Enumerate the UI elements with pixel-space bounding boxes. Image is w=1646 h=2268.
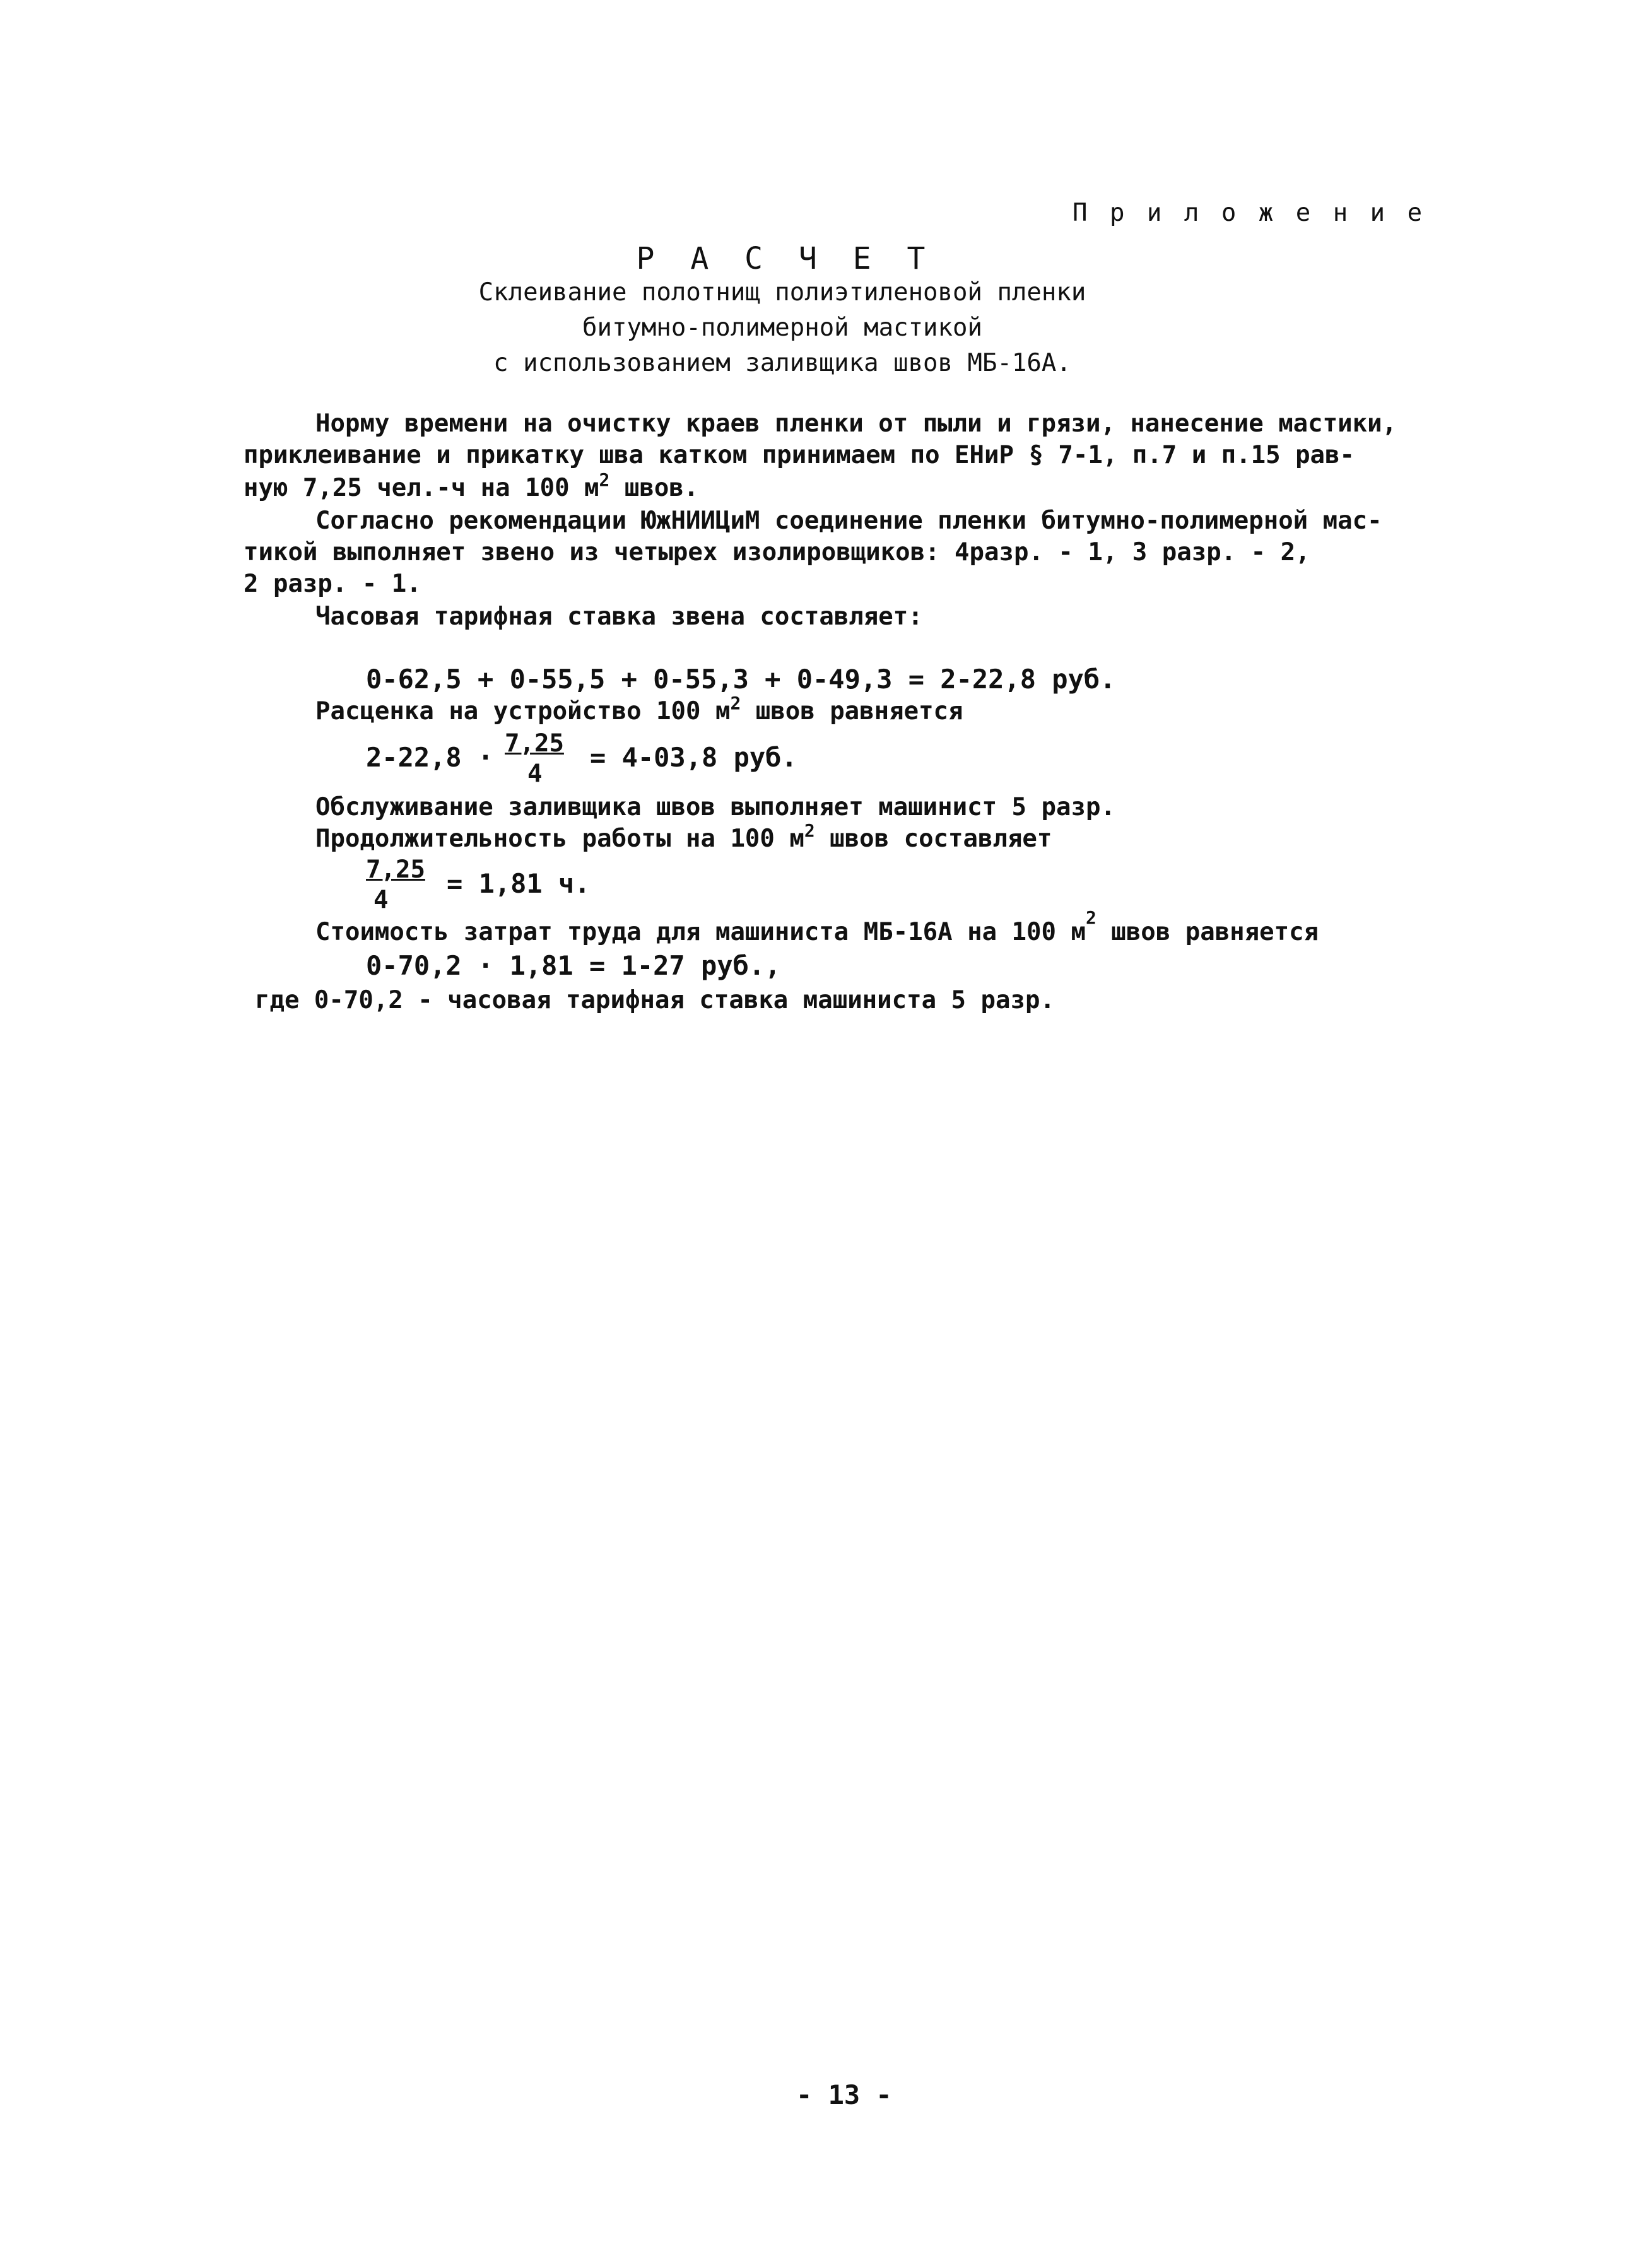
rate-line: [315, 693, 963, 726]
superscript: 2: [804, 820, 815, 841]
rate-line-text: Расценка на устройство 100 м: [315, 697, 731, 726]
paragraph-1-line-1: Норму времени на очистку краев пленки от пыли и грязи, нанесение мастики,: [315, 409, 1397, 438]
subtitle-line-3: с использованием заливщика швов МБ-16А.: [493, 349, 1071, 377]
cost-line-end: швов равняется: [1096, 918, 1319, 946]
document-title: Р А С Ч Е Т: [636, 241, 934, 276]
fraction-denominator: 4: [527, 760, 543, 788]
paragraph-2-line-3: 2 разр. - 1.: [244, 570, 421, 598]
formula-hourly-rate: 0-62,5 + 0-55,5 + 0-55,3 + 0-49,3 = 2-22,8 руб.: [366, 664, 1116, 695]
paragraph-2-line-1: Согласно рекомендации ЮжНИИЦиМ соединение пленки битумно-полимерной мас-: [315, 507, 1382, 535]
duration-line: [315, 820, 1052, 853]
footnote: где 0-70,2 - часовая тарифная ставка машиниста 5 разр.: [255, 986, 1055, 1014]
paragraph-2-line-2: тикой выполняет звено из четырех изолировщиков: 4разр. - 1, 3 разр. - 2,: [244, 538, 1310, 567]
superscript: 2: [730, 693, 741, 714]
formula-2-right: = 4-03,8 руб.: [590, 742, 797, 773]
paragraph-1-line-2: приклеивание и прикатку шва катком принимаем по ЕНиР § 7-1, п.7 и п.15 рав-: [244, 441, 1355, 469]
paragraph-1-line-3: [244, 469, 699, 502]
fraction-numerator: 7,25: [366, 855, 425, 884]
paragraph-3: Часовая тарифная ставка звена составляет:: [315, 602, 923, 631]
subtitle-line-1: Склеивание полотнищ полиэтиленовой пленки: [478, 278, 1086, 307]
formula-2-left: 2-22,8 ·: [366, 742, 494, 773]
paragraph-4: Обслуживание заливщика швов выполняет машинист 5 разр.: [315, 793, 1115, 821]
formula-machinist-cost: 0-70,2 · 1,81 = 1-27 руб.,: [366, 950, 781, 981]
superscript: 2: [1085, 907, 1096, 928]
formula-3-right: = 1,81 ч.: [447, 868, 591, 899]
duration-line-text: Продолжительность работы на 100 м: [315, 825, 804, 853]
paragraph-1-line-3-text: ную 7,25 чел.-ч на 100 м: [244, 474, 599, 502]
superscript: 2: [599, 469, 610, 490]
duration-line-end: швов составляет: [814, 825, 1052, 853]
rate-line-end: швов равняется: [741, 697, 963, 726]
subtitle-line-2: битумно-полимерной мастикой: [582, 314, 982, 342]
cost-line: [315, 907, 1319, 946]
appendix-label: П р и л о ж е н и е: [1073, 199, 1426, 227]
cost-line-text: Стоимость затрат труда для машиниста МБ-16А на 100 м: [315, 918, 1086, 946]
fraction-denominator: 4: [373, 886, 389, 914]
paragraph-1-line-3-end: швов.: [609, 474, 699, 502]
fraction-numerator: 7,25: [505, 729, 564, 758]
page-number: - 13 -: [796, 2079, 892, 2110]
